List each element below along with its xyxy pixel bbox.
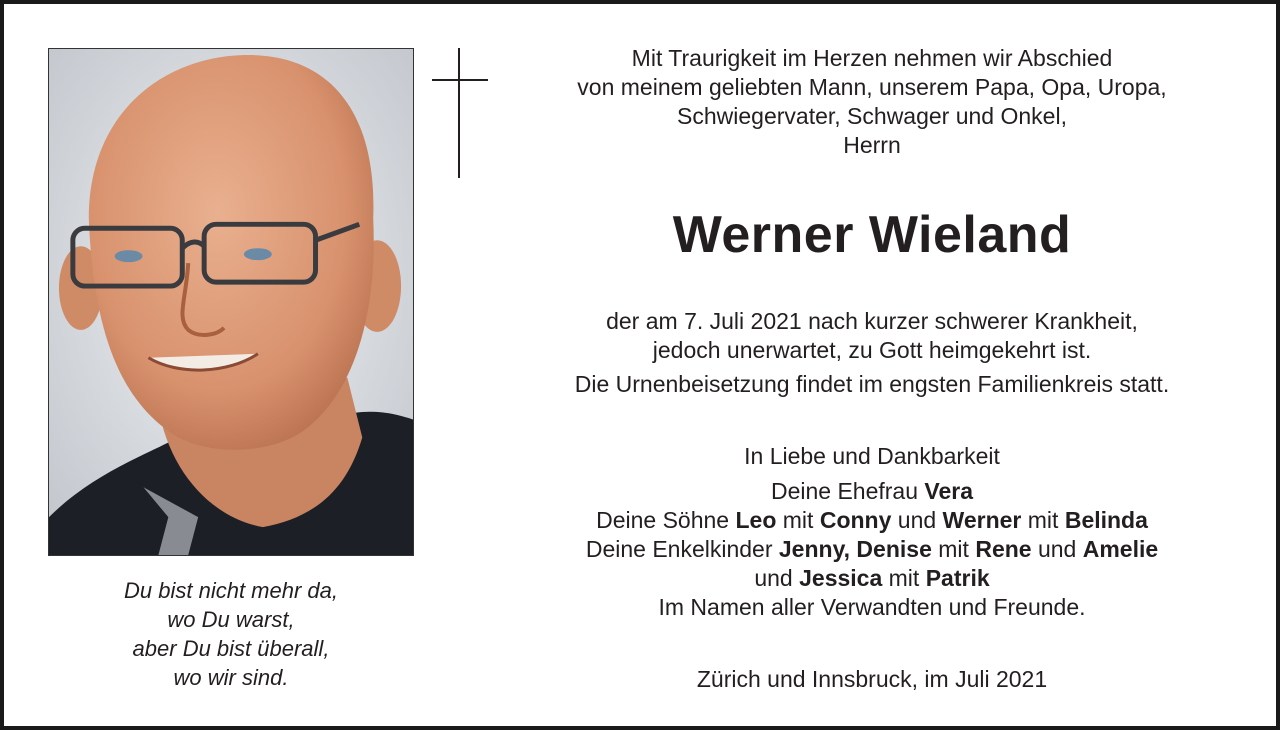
son-name: Werner <box>942 507 1022 533</box>
partner-name: Belinda <box>1064 507 1148 533</box>
quote-line: aber Du bist überall, <box>132 636 330 661</box>
grandchild-names: Jenny, Denise <box>778 536 932 562</box>
connector: mit <box>882 565 926 591</box>
grandchild-name: Jessica <box>799 565 883 591</box>
portrait-photo <box>48 48 414 556</box>
relatives-line: Im Namen aller Verwandten und Freunde. <box>658 594 1086 620</box>
place-date <box>504 665 1240 694</box>
quote-line: wo Du warst, <box>167 607 295 632</box>
quote-line: Du bist nicht mehr da, <box>124 578 338 603</box>
portrait-illustration <box>49 49 413 555</box>
memorial-quote <box>48 576 414 692</box>
connector: mit <box>931 536 976 562</box>
partner-name: Patrik <box>925 565 990 591</box>
connector: und <box>891 507 943 533</box>
connector: mit <box>776 507 820 533</box>
partner-name: Conny <box>819 507 892 533</box>
connector: und <box>1031 536 1083 562</box>
grandchildren-prefix: Deine Enkelkinder <box>585 536 779 562</box>
place-date-line: Zürich und Innsbruck, im Juli 2021 <box>696 666 1048 692</box>
grandchild-name: Amelie <box>1082 536 1159 562</box>
family-heading: In Liebe und Dankbarkeit <box>744 443 1000 469</box>
grandchildren-line-2 <box>504 564 1240 593</box>
burial-line: Die Urnenbeisetzung findet im engsten Familienkreis statt. <box>574 371 1170 397</box>
partner-name: Rene <box>975 536 1032 562</box>
quote-line: wo wir sind. <box>173 665 289 690</box>
cross-horizontal-bar <box>432 79 488 81</box>
wife-name: Vera <box>924 478 974 504</box>
connector: mit <box>1021 507 1065 533</box>
burial-notice <box>504 370 1240 399</box>
death-notice <box>504 307 1240 365</box>
death-line: der am 7. Juli 2021 nach kurzer schwerer Krankheit, <box>606 308 1138 334</box>
grandchildren-line <box>504 535 1240 564</box>
family-signatures <box>504 442 1240 622</box>
intro-text <box>504 44 1240 160</box>
sons-line <box>504 506 1240 535</box>
deceased-name: Werner Wieland <box>672 206 1072 264</box>
intro-line: Mit Traurigkeit im Herzen nehmen wir Abschied <box>631 45 1113 71</box>
sons-prefix: Deine Söhne <box>596 507 736 533</box>
son-name: Leo <box>735 507 777 533</box>
cross-vertical-bar <box>458 48 460 178</box>
wife-prefix: Deine Ehefrau <box>770 478 925 504</box>
intro-line: Herrn <box>843 132 901 158</box>
connector: und <box>754 565 800 591</box>
intro-line: Schwiegervater, Schwager und Onkel, <box>677 103 1067 129</box>
death-line: jedoch unerwartet, zu Gott heimgekehrt ist. <box>652 337 1092 363</box>
wife-line <box>504 477 1240 506</box>
intro-line: von meinem geliebten Mann, unserem Papa, Opa, Uropa, <box>577 74 1167 100</box>
latin-cross-icon <box>432 48 488 178</box>
